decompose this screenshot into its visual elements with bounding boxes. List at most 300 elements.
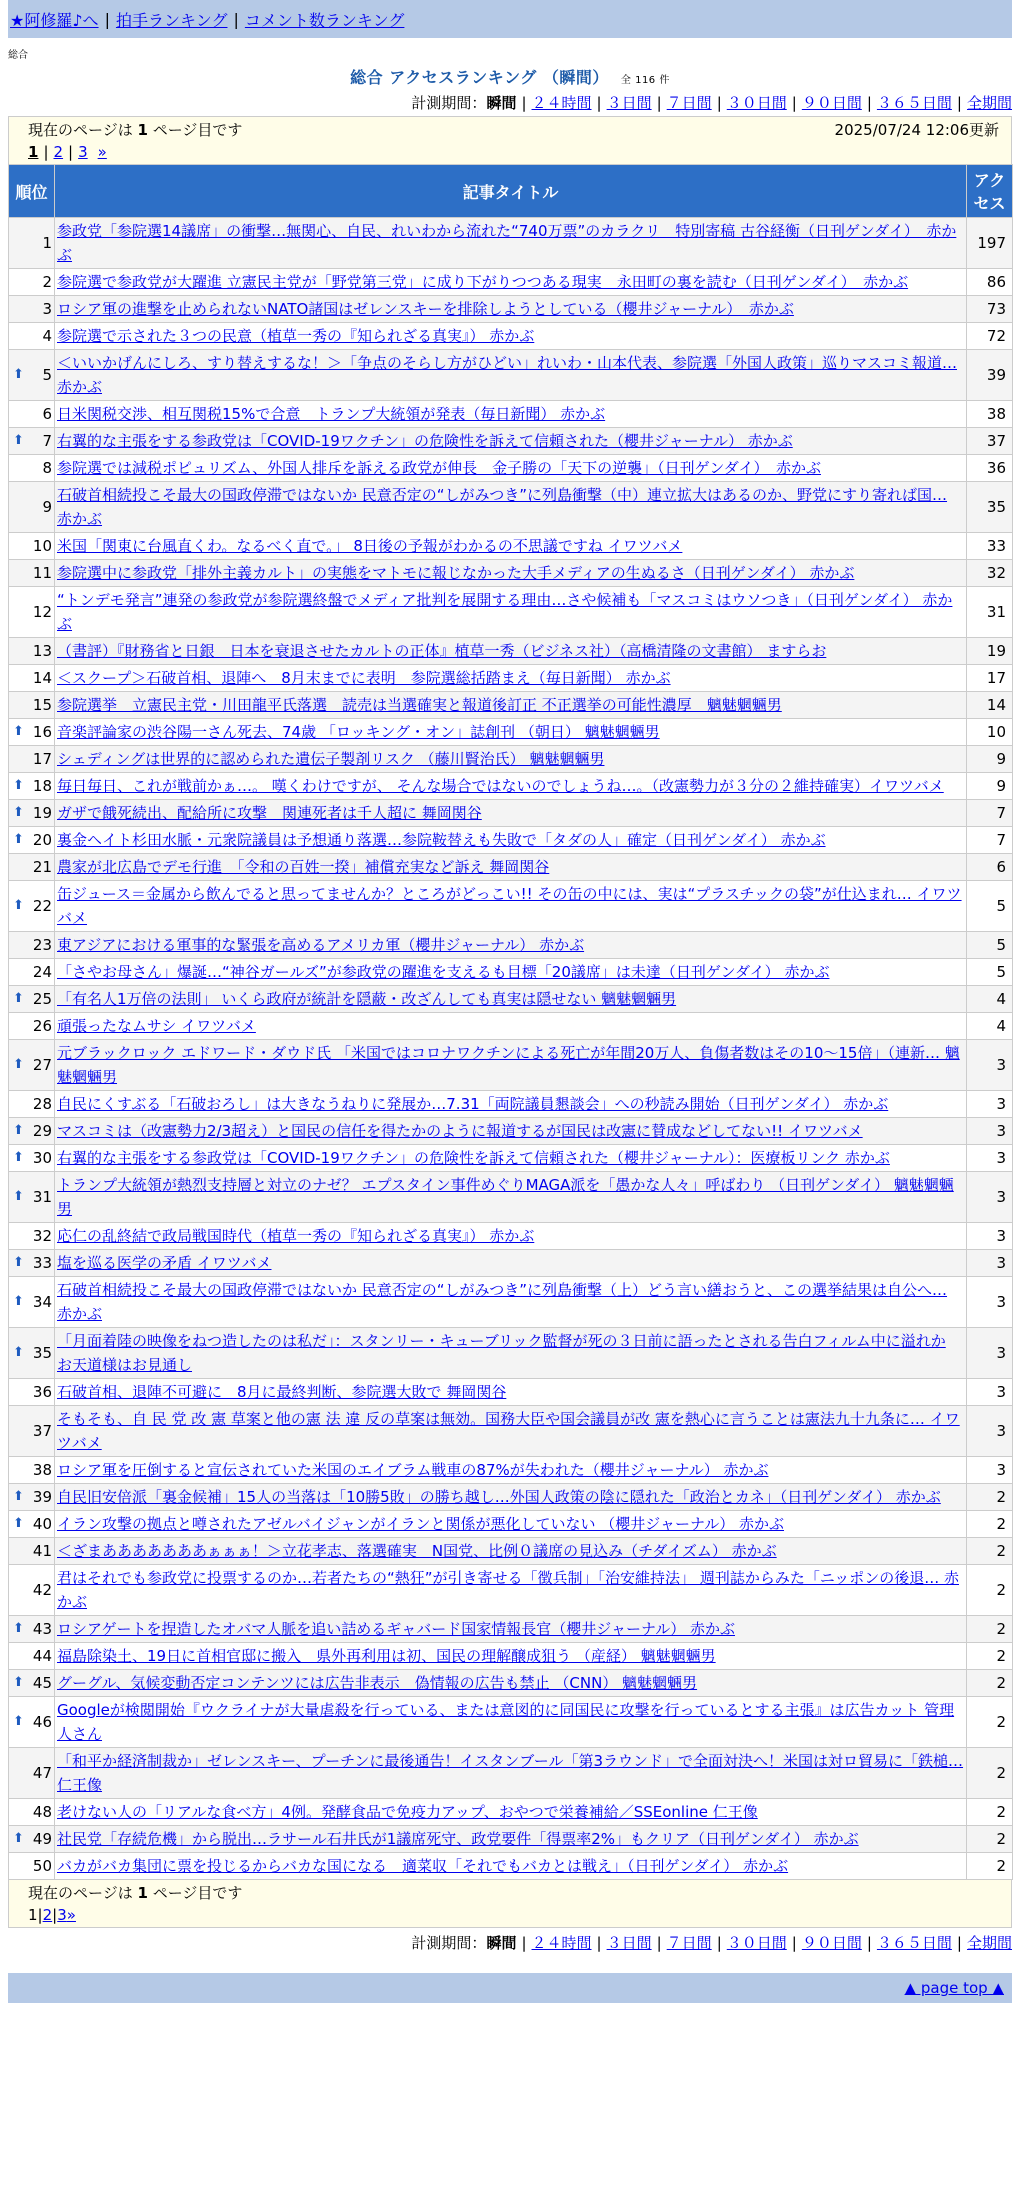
period-option-link[interactable]: ９０日間 [801,94,862,112]
rank-number: 22 [32,897,52,915]
rank-number: 4 [42,327,52,345]
period-selector-bottom [8,1932,1012,1953]
rank-number: 2 [42,273,52,291]
table-row [9,1040,1013,1091]
period-separator: | [716,1934,722,1952]
article-link[interactable]: 右翼的な主張をする参政党は「COVID-19ワクチン」の危険性を訴えて信頼された（櫻井ジャーナル） 赤かぶ [57,432,793,450]
rank-number: 34 [32,1293,52,1311]
article-link[interactable]: グーグル、気候変動否定コンテンツには広告非表示 偽情報の広告も禁止 （CNN） 魑魅魍魎男 [57,1674,698,1692]
rank-cell [9,1406,55,1457]
access-count: 2 [967,1643,1013,1670]
period-separator: | [866,1934,872,1952]
access-count: 35 [967,482,1013,533]
article-link[interactable]: 参院選で参政党が大躍進 立憲民主党が「野党第三党」に成り下がりつつある現実 永田町の裏を読む（日刊ゲンダイ） 赤かぶ [57,273,909,291]
rank-cell [9,1091,55,1118]
article-link[interactable]: 石破首相、退陣不可避に 8月に最終判断、参院選大敗で 舞岡関谷 [57,1383,507,1401]
clap-ranking-link[interactable]: 拍手ランキング [115,10,228,30]
title-cell [55,428,967,455]
article-link[interactable]: 右翼的な主張をする参政党は「COVID-19ワクチン」の危険性を訴えて信頼された（櫻井ジャーナル）：医療板リンク 赤かぶ [57,1149,890,1167]
table-row [9,959,1013,986]
up-arrow-icon: ⬆ [13,1255,24,1270]
access-count: 3 [967,1091,1013,1118]
access-count: 2 [967,1511,1013,1538]
rank-cell [9,1643,55,1670]
page-top-link[interactable]: ▲ page top ▲ [904,1979,1004,1997]
rank-cell [9,827,55,854]
table-row [9,1484,1013,1511]
access-count: 3 [967,1040,1013,1091]
article-link[interactable]: 応仁の乱終結で政局戦国時代（植草一秀の『知られざる真実』） 赤かぶ [57,1227,535,1245]
page-link[interactable]: 3 [57,1906,67,1924]
article-link[interactable]: 東アジアにおける軍事的な緊張を高めるアメリカ軍（櫻井ジャーナル） 赤かぶ [57,936,585,954]
current-page-text: 現在のページは 1 ページ目です [28,121,243,139]
table-row [9,560,1013,587]
rank-number: 20 [32,831,52,849]
table-row [9,1538,1013,1565]
table-row [9,800,1013,827]
article-link[interactable]: ロシア軍を圧倒すると宣伝されていた米国のエイブラム戦車の87%が失われた（櫻井ジャーナル） 赤かぶ [57,1461,769,1479]
period-option-link[interactable]: ９０日間 [801,1934,862,1952]
rank-number: 24 [32,963,52,981]
table-row [9,746,1013,773]
article-link[interactable]: 福島除染土、19日に首相官邸に搬入 県外再利用は初、国民の理解醸成狙う （産経） 魑魅魍魎男 [57,1647,716,1665]
rank-number: 36 [32,1383,52,1401]
access-count: 5 [967,881,1013,932]
page-link[interactable]: 3 [78,143,88,161]
rank-cell [9,533,55,560]
period-current: 瞬間 [486,1934,517,1952]
up-arrow-icon: ⬆ [13,778,24,793]
rank-cell [9,692,55,719]
rank-cell [9,986,55,1013]
up-arrow-icon: ⬆ [13,1831,24,1846]
article-link[interactable]: 頑張ったなムサシ イワツバメ [57,1017,256,1035]
up-arrow-icon: ⬆ [13,433,24,448]
access-count: 17 [967,665,1013,692]
rank-cell [9,482,55,533]
title-cell [55,1826,967,1853]
table-row [9,719,1013,746]
table-row [9,587,1013,638]
period-option-link[interactable]: ３０日間 [726,1934,787,1952]
rank-cell [9,932,55,959]
period-option-link[interactable]: ２４時間 [531,94,592,112]
page-current: 1 [28,143,39,161]
article-link[interactable]: 「有名人1万倍の法則」 いくら政府が統計を隠蔽・改ざんしても真実は隠せない 魑魅魍魎男 [57,990,677,1008]
article-link[interactable]: 日米関税交渉、相互関税15%で合意 トランプ大統領が発表（毎日新聞） 赤かぶ [57,405,606,423]
period-option-link[interactable]: ３６５日間 [876,94,952,112]
title-cell [55,854,967,881]
period-option-link[interactable]: ３６５日間 [876,1934,952,1952]
rank-cell [9,1616,55,1643]
article-link[interactable]: 老けない人の「リアルな食べ方」4例。発酵食品で免疫力アップ、おやつで栄養補給／SSEonline 仁王像 [57,1803,758,1821]
title-cell [55,533,967,560]
title-cell [55,1565,967,1616]
table-header-row [9,165,1013,218]
rank-cell [9,1853,55,1880]
title-header: 記事タイトル [55,165,967,218]
rank-number: 49 [32,1830,52,1848]
table-row [9,1406,1013,1457]
table-row [9,827,1013,854]
access-count: 9 [967,746,1013,773]
table-row [9,773,1013,800]
period-current: 瞬間 [486,94,517,112]
rank-number: 43 [32,1620,52,1638]
article-link[interactable]: 元ブラックロック エドワード・ダウド氏 「米国ではコロナワクチンによる死亡が年間20万人、負傷者数はその10～15倍」（連新… 魑魅魍魎男 [57,1044,960,1086]
period-selector-top [8,92,1012,113]
rank-number: 3 [42,300,52,318]
access-count: 32 [967,560,1013,587]
article-link[interactable]: ＜いいかげんにしろ、すり替えするな！＞「争点のそらし方がひどい」れいわ・山本代表、参院選「外国人政策」巡りマスコミ報道… 赤かぶ [57,354,958,396]
rank-cell [9,1670,55,1697]
rank-number: 47 [32,1764,52,1782]
page-separator: | [43,143,49,161]
title-cell [55,560,967,587]
rank-number: 9 [42,498,52,516]
nav-separator: | [233,9,239,29]
rank-cell [9,428,55,455]
rank-cell [9,1013,55,1040]
access-count: 86 [967,269,1013,296]
title-cell [55,1328,967,1379]
table-row [9,455,1013,482]
table-row [9,986,1013,1013]
rank-number: 11 [32,564,52,582]
title-cell [55,269,967,296]
page-title [0,65,1020,88]
nav-separator: | [104,9,110,29]
rank-number: 35 [32,1344,52,1362]
period-separator: | [521,1934,527,1952]
title-cell [55,1118,967,1145]
rank-number: 8 [42,459,52,477]
period-separator: | [596,1934,602,1952]
rank-number: 42 [32,1581,52,1599]
title-cell [55,800,967,827]
table-row [9,1091,1013,1118]
rank-cell [9,854,55,881]
period-separator: | [521,94,527,112]
rank-cell [9,1277,55,1328]
article-link[interactable]: 石破首相続投こそ最大の国政停滞ではないか 民意否定の“しがみつき”に列島衝撃（中）連立拡大はあるのか、野党にすり寄れば国… 赤かぶ [57,486,948,528]
article-link[interactable]: 自民旧安倍派「裏金候補」15人の当落は「10勝5敗」の勝ち越し…外国人政策の陰に隠れた「政治とカネ」（日刊ゲンダイ） 赤かぶ [57,1488,941,1506]
rank-cell [9,1223,55,1250]
rank-cell [9,401,55,428]
rank-number: 44 [32,1647,52,1665]
rank-cell [9,560,55,587]
rank-number: 27 [32,1056,52,1074]
access-count: 37 [967,428,1013,455]
rank-number: 6 [42,405,52,423]
up-arrow-icon: ⬆ [13,1150,24,1165]
rank-number: 23 [32,936,52,954]
access-count: 9 [967,773,1013,800]
access-count: 3 [967,1379,1013,1406]
table-row [9,1748,1013,1799]
title-cell [55,401,967,428]
period-label: 計測期間： [411,94,487,112]
page-separator: | [68,143,74,161]
rank-cell [9,1565,55,1616]
up-arrow-icon: ⬆ [13,724,24,739]
rank-cell [9,587,55,638]
table-row [9,533,1013,560]
page-separator: | [37,1906,43,1924]
article-link[interactable]: トランプ大統領が熱烈支持層と対立のナゼ？ エプスタイン事件めぐりMAGA派を「愚かな人々」呼ばわり （日刊ゲンダイ） 魑魅魍魎男 [57,1176,954,1218]
rank-cell [9,665,55,692]
rank-number: 46 [32,1713,52,1731]
rank-number: 45 [32,1674,52,1692]
title-cell [55,455,967,482]
title-cell [55,482,967,533]
article-link[interactable]: バカがバカ集団に票を投じるからバカな国になる 適菜収「それでもバカとは戦え」（日刊ゲンダイ） 赤かぶ [57,1857,789,1875]
table-row [9,1511,1013,1538]
access-header: アクセス [967,165,1013,218]
rank-number: 28 [32,1095,52,1113]
table-row [9,1118,1013,1145]
title-cell [55,1145,967,1172]
table-row [9,296,1013,323]
rank-cell [9,1538,55,1565]
access-count: 3 [967,1223,1013,1250]
access-count: 73 [967,296,1013,323]
title-cell [55,1223,967,1250]
page-separator: | [52,1906,58,1924]
access-count: 2 [967,1853,1013,1880]
category-label: 総合 [8,50,28,61]
rank-cell [9,1172,55,1223]
table-row [9,1223,1013,1250]
title-cell [55,959,967,986]
access-count: 36 [967,455,1013,482]
rank-number: 31 [32,1188,52,1206]
article-link[interactable]: 自民にくすぶる「石破おろし」は大きなうねりに発展か…7.31「両院議員懇談会」への秒読み開始（日刊ゲンダイ） 赤かぶ [57,1095,889,1113]
access-count: 3 [967,1406,1013,1457]
rank-cell [9,959,55,986]
rank-cell [9,455,55,482]
up-arrow-icon: ⬆ [13,1621,24,1636]
article-link[interactable]: ＜スクープ＞石破首相、退陣へ 8月末までに表明 参院選総括踏まえ（毎日新聞） 赤かぶ [57,669,671,687]
title-cell [55,881,967,932]
rank-number: 12 [32,603,52,621]
article-link[interactable]: 「月面着陸の映像をねつ造したのは私だ」：スタンリー・キューブリック監督が死の３日前に語ったとされる告白フィルム中に溢れか お天道様はお見通し [57,1332,946,1374]
rank-cell [9,323,55,350]
rank-cell [9,1826,55,1853]
access-count: 3 [967,1145,1013,1172]
table-row [9,1328,1013,1379]
article-link[interactable]: マスコミは（改憲勢力2/3超え）と国民の信任を得たかのように報道するが国民は改憲に賛成などしてない!! イワツバメ [57,1122,863,1140]
table-row [9,1616,1013,1643]
article-link[interactable]: 「和平か経済制裁か」ゼレンスキー、プーチンに最後通告！イスタンブール「第3ラウンド」で全面対決へ！米国は対ロ貿易に「鉄槌… 仁王像 [57,1752,964,1794]
ranking-table-body [9,218,1013,1880]
rank-number: 13 [32,642,52,660]
rank-cell [9,1748,55,1799]
access-count: 31 [967,587,1013,638]
table-row [9,1697,1013,1748]
current-page-text-bottom: 現在のページは 1 ページ目です [28,1884,243,1902]
rank-number: 25 [32,990,52,1008]
article-link[interactable]: 参院選では減税ポピュリズム、外国人排斥を訴える政党が伸長 金子勝の「天下の逆襲」（日刊ゲンダイ） 赤かぶ [57,459,821,477]
next-page-link[interactable]: » [66,1906,76,1924]
article-link[interactable]: 参院選中に参政党「排外主義カルト」の実態をマトモに報じなかった大手メディアの生ぬるさ（日刊ゲンダイ） 赤かぶ [57,564,855,582]
home-link[interactable]: ★阿修羅♪へ [10,10,99,30]
title-cell [55,932,967,959]
rank-cell [9,1484,55,1511]
up-arrow-icon: ⬆ [13,1057,24,1072]
title-cell [55,1406,967,1457]
rank-cell [9,746,55,773]
rank-number: 17 [32,750,52,768]
rank-number: 50 [32,1857,52,1875]
article-link[interactable]: Googleが検閲開始『ウクライナが大量虐殺を行っている、または意図的に同国民に攻撃を行っているとする主張』は広告カット 管理人さん [57,1701,955,1743]
comment-ranking-link[interactable]: コメント数ランキング [244,10,405,30]
table-row [9,350,1013,401]
page-link[interactable]: 2 [53,143,64,161]
next-page-link[interactable]: » [97,143,107,161]
access-count: 5 [967,959,1013,986]
table-row [9,323,1013,350]
article-link[interactable]: 参院選挙 立憲民主党・川田龍平氏落選 読売は当選確実と報道後訂正 不正選挙の可能性濃厚 魑魅魍魎男 [57,696,782,714]
access-count: 72 [967,323,1013,350]
up-arrow-icon: ⬆ [13,991,24,1006]
access-count: 3 [967,1172,1013,1223]
page-link[interactable]: 2 [42,1906,53,1924]
period-separator: | [596,94,602,112]
article-link[interactable]: 君はそれでも参政党に投票するのか…若者たちの“熱狂”が引き寄せる「徴兵制」「治安維持法」 週刊誌からみた「ニッポンの後退… 赤かぶ [57,1569,959,1611]
table-row [9,665,1013,692]
access-count: 3 [967,1118,1013,1145]
article-link[interactable]: ＜ざまあああああああぁぁぁ！＞立花孝志、落選確実 N国党、比例０議席の見込み（チダイズム） 赤かぶ [57,1542,777,1560]
period-separator: | [956,94,962,112]
access-count: 7 [967,827,1013,854]
period-option-link[interactable]: ７日間 [666,94,712,112]
page-current: 1 [28,1906,38,1924]
title-cell [55,746,967,773]
table-row [9,428,1013,455]
period-option-link[interactable]: ３日間 [606,1934,652,1952]
table-row [9,1826,1013,1853]
period-option-link[interactable]: ７日間 [666,1934,712,1952]
period-separator: | [791,94,797,112]
rank-cell [9,1511,55,1538]
access-count: 197 [967,218,1013,269]
period-option-link[interactable]: 全期間 [966,1934,1012,1952]
title-cell [55,638,967,665]
article-link[interactable]: 缶ジュース＝金属から飲んでると思ってませんか？ところがどっこい!! その缶の中には、実は“プラスチックの袋”が仕込まれ… イワツバメ [57,885,962,927]
access-count: 19 [967,638,1013,665]
up-arrow-icon: ⬆ [13,1123,24,1138]
article-link[interactable]: 参政党「参院選14議席」の衝撃…無関心、自民、れいわから流れた“740万票”のカラクリ 特別寄稿 古谷経衡（日刊ゲンダイ） 赤かぶ [57,222,957,264]
article-link[interactable]: イラン攻撃の拠点と噂されたアゼルバイジャンがイランと関係が悪化していない （櫻井ジャーナル） 赤かぶ [57,1515,784,1533]
article-link[interactable]: 参院選で示された３つの民意（植草一秀の『知られざる真実』） 赤かぶ [57,327,535,345]
rank-cell [9,1040,55,1091]
article-link[interactable]: ロシアゲートを捏造したオバマ人脈を追い詰めるギャバード国家情報長官（櫻井ジャーナル） 赤かぶ [57,1620,735,1638]
table-row [9,1853,1013,1880]
article-link[interactable]: ガザで餓死続出、配給所に攻撃 関連死者は千人超に 舞岡関谷 [57,804,482,822]
table-row [9,1250,1013,1277]
rank-number: 5 [42,366,52,384]
table-row [9,1799,1013,1826]
up-arrow-icon: ⬆ [13,1714,24,1729]
title-cell [55,587,967,638]
rank-number: 39 [32,1488,52,1506]
rank-cell [9,269,55,296]
rank-cell [9,773,55,800]
rank-number: 16 [32,723,52,741]
title-cell [55,1643,967,1670]
up-arrow-icon: ⬆ [13,1489,24,1504]
article-link[interactable]: “トンデモ発言”連発の参政党が参院選終盤でメディア批判を展開する理由…さや候補も「マスコミはウソつき」（日刊ゲンダイ） 赤かぶ [57,591,953,633]
article-link[interactable]: 音楽評論家の渋谷陽一さん死去、74歳 「ロッキング・オン」誌創刊 （朝日） 魑魅魍魎男 [57,723,660,741]
article-link[interactable]: 社民党「存続危機」から脱出…ラサール石井氏が1議席死守、政党要件「得票率2%」もクリア（日刊ゲンダイ） 赤かぶ [57,1830,859,1848]
table-row [9,1457,1013,1484]
ranking-table [8,164,1013,1880]
access-count: 33 [967,533,1013,560]
table-row [9,1643,1013,1670]
article-link[interactable]: シェディングは世界的に認められた遺伝子製剤リスク （藤川賢治氏） 魑魅魍魎男 [57,750,605,768]
title-cell [55,827,967,854]
title-cell [55,1250,967,1277]
access-count: 39 [967,350,1013,401]
title-cell [55,773,967,800]
period-option-link[interactable]: 全期間 [966,94,1012,112]
article-link[interactable]: 裏金ヘイト杉田水脈・元衆院議員は予想通り落選…参院鞍替えも失敗で「タダの人」確定（日刊ゲンダイ） 赤かぶ [57,831,826,849]
period-separator: | [656,94,662,112]
access-count: 4 [967,1013,1013,1040]
article-link[interactable]: 「さやお母さん」爆誕…“神谷ガールズ”が参政党の躍進を支えるも目標「20議席」は未達（日刊ゲンダイ） 赤かぶ [57,963,830,981]
title-cell [55,296,967,323]
current-page-number: 1 [137,1884,148,1902]
rank-number: 10 [32,537,52,555]
rank-number: 18 [32,777,52,795]
title-cell [55,1697,967,1748]
page-info-bottom [8,1880,1012,1928]
period-option-link[interactable]: ２４時間 [531,1934,592,1952]
top-nav-bar [8,0,1012,38]
pagination-bottom [28,1906,999,1924]
article-link[interactable]: そもそも、自 民 党 改 憲 草案と他の憲 法 違 反の草案は無効。国務大臣や国会議員が改 憲を熱心に言うことは憲法九十九条に… イワツバメ [57,1410,960,1452]
period-option-link[interactable]: ３０日間 [726,94,787,112]
table-row [9,1379,1013,1406]
updated-timestamp: 2025/07/24 12:06更新 [834,121,999,139]
article-link[interactable]: 塩を巡る医学の矛盾 イワツバメ [57,1254,272,1272]
title-cell [55,1853,967,1880]
article-link[interactable]: 農家が北広島でデモ行進 「令和の百姓一揆」補償充実など訴え 舞岡関谷 [57,858,550,876]
article-link[interactable]: ロシア軍の進撃を止められないNATO諸国はゼレンスキーを排除しようとしている（櫻井ジャーナル） 赤かぶ [57,300,794,318]
rank-cell [9,1328,55,1379]
access-count: 5 [967,932,1013,959]
access-count: 2 [967,1826,1013,1853]
period-separator: | [956,1934,962,1952]
rank-cell [9,296,55,323]
title-cell [55,1511,967,1538]
table-row [9,1565,1013,1616]
up-arrow-icon: ⬆ [13,1516,24,1531]
article-link[interactable]: 米国「関東に台風直くわ。なるべく直で。」 8日後の予報がわかるの不思議ですね イワツバメ [57,537,683,555]
rank-number: 33 [32,1254,52,1272]
rank-number: 14 [32,669,52,687]
rank-cell [9,350,55,401]
title-cell [55,218,967,269]
article-link[interactable]: 石破首相続投こそ最大の国政停滞ではないか 民意否定の“しがみつき”に列島衝撃（上）どう言い繕おうと、この選挙結果は自公へ… 赤かぶ [57,1281,948,1323]
article-link[interactable]: （書評）『財務省と日銀 日本を衰退させたカルトの正体』植草一秀（ビジネス社）（高橋清隆の文書館） ますらお [57,642,827,660]
access-count: 14 [967,692,1013,719]
rank-cell [9,881,55,932]
period-option-link[interactable]: ３日間 [606,94,652,112]
article-link[interactable]: 毎日毎日、これが戦前かぁ…。 嘆くわけですが、 そんな場合ではないのでしょうね…。（改憲勢力が３分の２維持確実）イワツバメ [57,777,944,795]
up-arrow-icon: ⬆ [13,367,24,382]
